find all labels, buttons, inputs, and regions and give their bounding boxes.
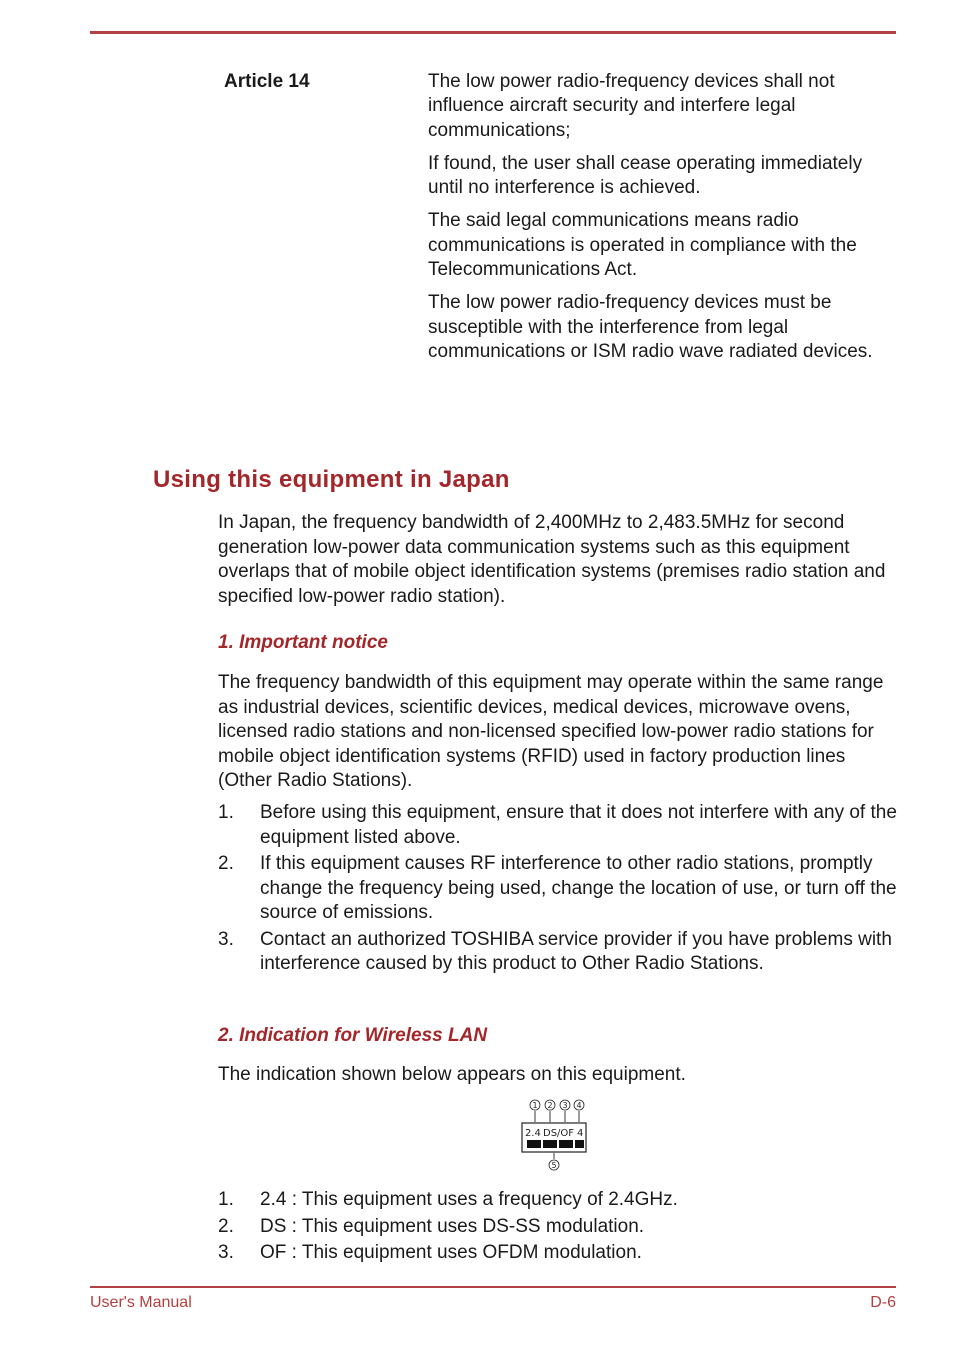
label-modulation: DS/OF [543,1128,575,1139]
marker-2: 2 [547,1101,553,1110]
label-range: 4 [577,1128,584,1139]
footer-title: User's Manual [90,1294,192,1311]
list-item-number: 3. [218,928,234,950]
wireless-lan-indication-figure [518,1098,590,1172]
list-item [218,1215,898,1240]
list-item-number: 1. [218,1189,234,1210]
section-title: Using this equipment in Japan [153,466,510,493]
list-item-text: OF : This equipment uses OFDM modulation. [260,1242,642,1263]
page-number: D-6 [870,1294,896,1311]
indication-list [218,1188,898,1268]
indication-body: The indication shown below appears on this equipment. [218,1064,686,1085]
article-paragraph: The low power radio-frequency devices must be susceptible with the interference from legal communications or ISM radio wave radiated devices. [428,292,873,362]
notice-body: The frequency bandwidth of this equipment may operate within the same range as industrial devices, scientific devices, medical devices, microwave ovens, licensed radio stations and non-licensed specified low-power radio stations for mobile object identification systems (RFID) used in factory production lines (Other Radio Stations). [218,672,884,791]
list-item [218,852,898,926]
article-paragraph: If found, the user shall cease operating immediately until no interference is achieved. [428,152,863,199]
label-freq: 2.4 [525,1128,541,1139]
list-item-number: 1. [218,802,234,823]
list-item-text: Before using this equipment, ensure that it does not interfere with any of the equipment listed above. [260,802,897,848]
list-item-text: 2.4 : This equipment uses a frequency of 2.4GHz. [260,1189,678,1210]
list-item-number: 2. [218,1215,234,1237]
marker-3: 3 [562,1101,568,1110]
section-intro: In Japan, the frequency bandwidth of 2,400MHz to 2,483.5MHz for second generation low-power data communication systems such as this equipment overlaps that of mobile object identification systems (premises radio station and specified low-power radio station). [218,512,886,607]
list-item [218,1241,898,1266]
list-item-text: Contact an authorized TOSHIBA service provider if you have problems with interference caused by this product to Other Radio Stations. [260,928,892,974]
marker-1: 1 [532,1101,538,1110]
header-rule [90,31,896,34]
marker-5: 5 [551,1161,557,1170]
indication-heading: 2. Indication for Wireless LAN [218,1025,488,1046]
footer-rule [90,1286,896,1288]
marker-arrows [535,1111,579,1122]
range-bars [527,1140,584,1148]
list-item-number: 2. [218,853,234,874]
article-label: Article 14 [224,71,310,92]
list-item [218,928,898,977]
list-item-text: DS : This equipment uses DS-SS modulation. [260,1215,645,1237]
list-item [218,801,898,850]
list-item-number: 3. [218,1242,234,1263]
notice-heading: 1. Important notice [218,632,388,653]
article-body [428,70,890,373]
marker-4: 4 [576,1101,582,1110]
list-item [218,1188,898,1213]
article-paragraph: The said legal communications means radio communications is operated in compliance with the Telecommunications Act. [428,210,857,281]
list-item-text: If this equipment causes RF interference to other radio stations, promptly change the frequency being used, change the location of use, or turn off the source of emissions. [260,853,897,923]
article-paragraph: The low power radio-frequency devices shall not influence aircraft security and interfere legal communications; [428,71,835,141]
notice-list [218,801,898,979]
marker-circles [530,1100,584,1110]
